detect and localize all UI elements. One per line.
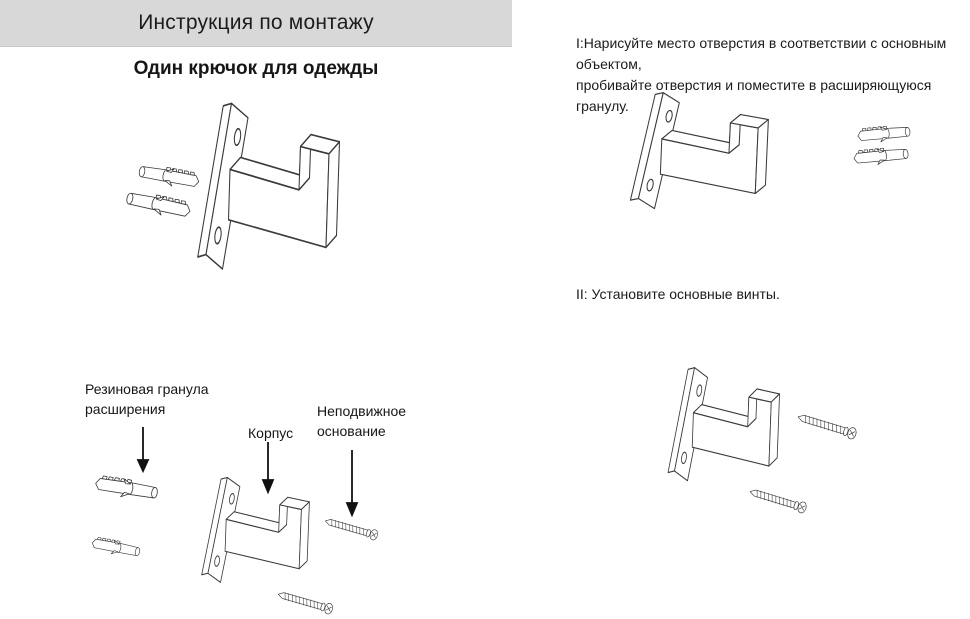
wall-anchor-icon [94,475,158,503]
wall-anchor-icon [138,163,200,191]
arrow-down-icon [138,427,148,471]
wall-anchor-icon [125,189,192,221]
wall-hook-bracket-icon [668,368,780,481]
arrow-down-icon [263,442,273,492]
label-fixed-base-line2: основание [317,423,386,439]
wall-anchor-icon [857,124,910,144]
wall-hook-bracket-icon [198,103,340,269]
label-expansion-anchor [85,379,209,419]
wall-hook-bracket-icon [202,478,310,583]
wall-anchor-icon [853,146,908,167]
screw-icon [324,516,379,541]
step1-drawing [610,85,955,230]
step1-line2: пробивайте отверстия и поместите в расширяющуюся гранулу. [576,77,932,114]
label-expansion-anchor-line1: Резиновая гранула [85,381,209,397]
label-body: Корпус [248,425,294,441]
parts-drawing [80,420,445,619]
step1-line1: I:Нарисуйте место отверстия в соответствии с основным объектом, [576,35,947,72]
wall-anchor-icon [91,536,141,559]
label-fixed-base [317,401,406,441]
header-bar [0,0,512,47]
label-expansion-anchor-line2: расширения [85,401,166,417]
arrow-down-icon [347,450,357,515]
step2-instruction: II: Установите основные винты. [576,286,780,302]
product-subtitle: Один крючок для одежды [133,58,379,79]
main-product-drawing [100,98,400,298]
screw-icon [796,411,857,440]
screw-icon [277,589,334,615]
label-fixed-base-line1: Неподвижное [317,403,407,419]
wall-hook-bracket-icon [630,93,768,209]
screw-icon [749,486,808,514]
step2-drawing [620,350,965,525]
page-title: Инструкция по монтажу [138,11,374,34]
